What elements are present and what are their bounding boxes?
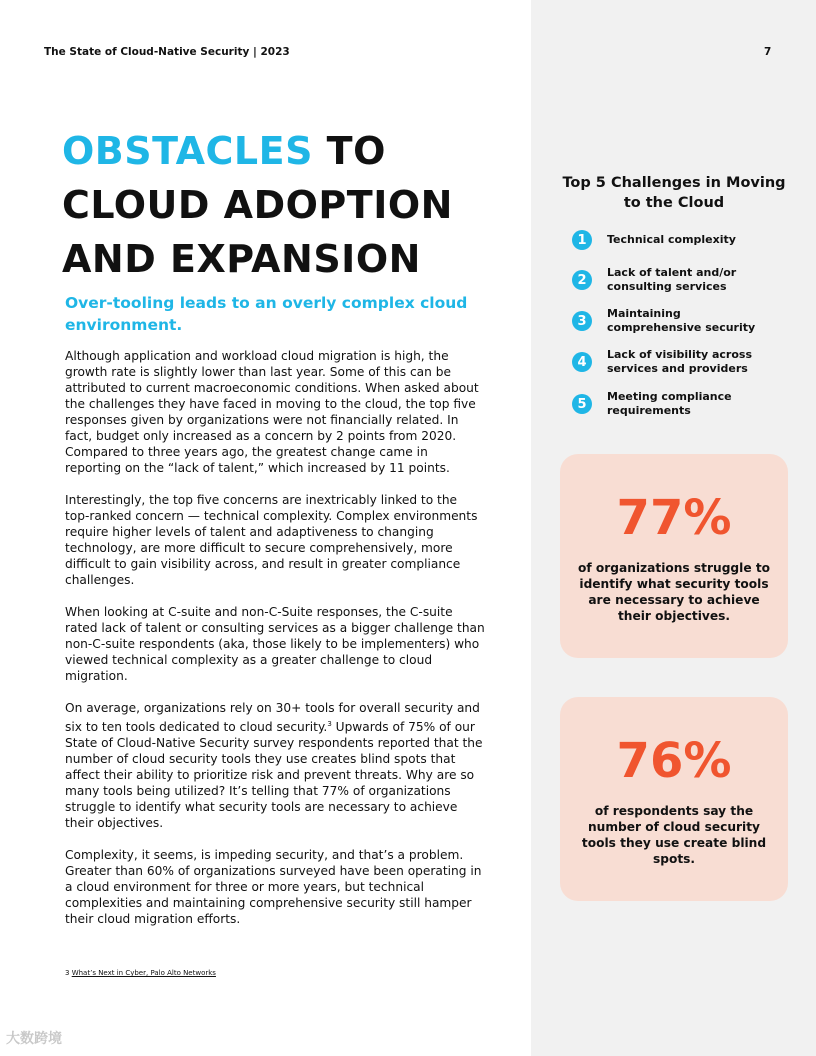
subheading: Over-tooling leads to an overly complex cloud environment.	[65, 294, 468, 334]
stat-card-76	[560, 697, 788, 901]
stat-description: of respondents say the number of cloud security tools they use create blind spots.	[581, 804, 767, 866]
body-paragraph-5: Complexity, it seems, is impeding security, and that’s a problem. Greater than 60% of organizations surveyed have been operating in a cloud environment for three or more years, but technical complexities and maintaining comprehensive security still hamper their cloud migration efforts.	[65, 848, 482, 927]
body-paragraph-3: When looking at C-suite and non-C-Suite responses, the C-suite rated lack of talent or consulting services as a bigger challenge than non-C-suite respondents (aka, those likely to be implementers) who viewed technical complexity as a greater challenge to cloud migration.	[65, 605, 485, 683]
body-paragraph-1: Although application and workload cloud migration is high, the growth rate is slightly lower than last year. Some of this can be attributed to current macroeconomic conditions. When asked about the challenges they have faced in moving to the cloud, the top five responses given by organizations were not financially related. In fact, budget only increased as a concern by 2 points from 2020. Compared to three years ago, the greatest change came in reporting on the “lack of talent,” which increased by 11 points.	[65, 349, 479, 475]
stat-description: of organizations struggle to identify what security tools are necessary to achieve their objectives.	[577, 561, 771, 623]
number-3-icon: 3	[572, 311, 592, 331]
number-2-icon: 2	[572, 270, 592, 290]
challenge-label: Lack of visibility across services and providers	[607, 348, 752, 375]
challenge-label: Lack of talent and/or consulting services	[607, 266, 737, 293]
title-line2: CLOUD ADOPTION	[62, 183, 453, 227]
stat-value: 76%	[616, 733, 732, 789]
challenge-item	[572, 263, 777, 297]
challenge-item	[572, 345, 777, 379]
number-5-icon: 5	[572, 394, 592, 414]
paragraph-4-start: On average, organizations rely on 30+ tools for overall security and six to ten tools dedicated to cloud security.	[65, 701, 480, 735]
footnote-reference[interactable]: 3	[327, 720, 332, 728]
page-title	[62, 124, 453, 286]
number-1-icon: 1	[572, 230, 592, 250]
stat-value: 77%	[616, 490, 732, 546]
paragraph-4-end: Upwards of 75% of our State of Cloud-Native Security survey respondents reported that the number of cloud security tools they use creates blind spots that affect their ability to prioritize risk and prevent threats. Why are so many tools being utilized? It’s telling that 77% of organizations struggle to identify what security tools are necessary to achieve their objectives.	[65, 720, 483, 831]
footnote	[65, 969, 216, 977]
title-line3: AND EXPANSION	[62, 237, 421, 281]
body-paragraph-4	[65, 700, 485, 831]
number-4-icon: 4	[572, 352, 592, 372]
body-paragraph-2: Interestingly, the top five concerns are inextricably linked to the top-ranked concern — technical complexity. Complex environments require higher levels of talent and adaptiveness to changing technology, are more difficult to secure comprehensively, more difficult to gain visibility across, and result in greater compliance challenges.	[65, 493, 478, 587]
article-body	[65, 348, 485, 943]
challenge-label: Maintaining comprehensive security	[607, 307, 756, 334]
footnote-number: 3	[65, 969, 70, 977]
challenge-label: Technical complexity	[607, 233, 736, 246]
page-number: 7	[764, 46, 772, 58]
challenge-item	[572, 387, 777, 421]
stat-card-77	[560, 454, 788, 658]
watermark-logo: 大数跨境	[6, 1031, 62, 1047]
title-accent-word: OBSTACLES	[62, 129, 313, 173]
report-header-title: The State of Cloud-Native Security | 2023	[44, 46, 290, 58]
footnote-source-link[interactable]: What’s Next in Cyber, Palo Alto Networks	[71, 969, 216, 977]
challenge-item	[572, 223, 777, 257]
challenge-item	[572, 304, 777, 338]
challenges-heading: Top 5 Challenges in Moving to the Cloud	[562, 175, 786, 211]
title-line1-rest: TO	[312, 129, 386, 173]
challenge-label: Meeting compliance requirements	[607, 390, 732, 417]
